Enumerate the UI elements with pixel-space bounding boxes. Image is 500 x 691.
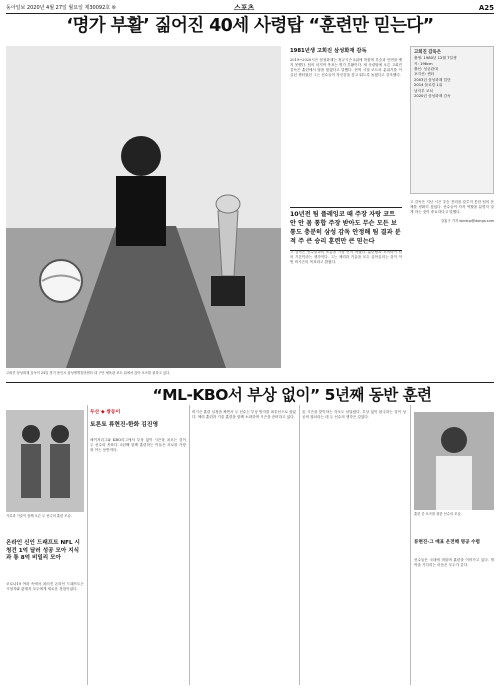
profile-line: 2020년 삼성화재 감독 bbox=[414, 93, 451, 98]
page-number: A25 bbox=[478, 4, 494, 12]
profile-line: 출신: 성균관대 bbox=[414, 67, 438, 72]
column-rule bbox=[410, 405, 411, 685]
section-divider bbox=[6, 382, 494, 383]
pull-quote: 10년전 팀 플레잉코 때 주장 자랑 코트 안 안 몸 통합 주장 받아도 무슨 모든 보통도 충분히 삼성 감독 안정해 팀 결과 분적 주 큰 승리 훈련만 큰 믿는다 bbox=[290, 207, 402, 251]
article-body-upper: 2019~2020시즌 삼성화재는 정규시즌 5위에 머물며 우승과 인연을 맺지 못했다. 팀의 마지막 목표는 명가 부활이다. 새 사령탑에 오른 고희진 감독은 훈련에서 답을 찾겠다고 말했다. 현역 시절 코트의 분위기를 이끌던 센터였던 그는 선수들이 자신감을 갖고 뛰도록 돕겠다고 강조했다. bbox=[290, 58, 402, 78]
profile-line: 남자부 코치 bbox=[414, 88, 433, 93]
byline: 강홍구 기자 windup@donga.com bbox=[440, 219, 494, 224]
center-right-column-body: 올 시즌을 맞이하는 각오도 남달랐다. 부상 없이 완주하는 것이 성공의 열쇠라는 데 두 선수의 생각은 같았다. bbox=[302, 410, 406, 420]
player-photo bbox=[414, 412, 494, 510]
player-photo-caption: 훈련 중 포즈를 취한 선수의 모습. bbox=[414, 512, 462, 516]
profile-box bbox=[410, 46, 494, 194]
mid-column-body: 메이저리그와 KBO리그에서 부상 없이 시즌을 치르는 것이 두 선수의 목표다. 5년째 함께 훈련하는 이들은 서로를 가장 잘 아는 동반자다. bbox=[90, 438, 186, 453]
article-body-right: 고 감독은 지난 시즌 우승 전력을 갖추지 못한 팀의 문제를 정확히 짚었다. 선수들이 각자 역할을 분명히 알게 하는 것이 중요하다고 말했다. 강홍구 기자 windup@donga.com bbox=[410, 200, 494, 224]
twin-photo bbox=[6, 410, 84, 512]
right-subhead: 류현진-그 매표 온전해 영공 수렴 bbox=[414, 540, 480, 545]
article-kicker: 1981년생 고희진 삼성화재 감독 bbox=[290, 48, 367, 54]
column-rule bbox=[87, 405, 88, 685]
player-photo-art bbox=[414, 412, 494, 510]
twin-photo-caption: 기록과 기술이 함께 오른 두 선수의 훈련 모습. bbox=[6, 514, 72, 518]
masthead-date: 동아일보 2020년 4월 27일 월요일 제30092호 ⑥ bbox=[6, 5, 117, 11]
main-headline: ‘명가 부활’ 짊어진 40세 사령탑 “훈련만 믿는다” bbox=[66, 16, 434, 36]
mid-subhead: 토론토 류현진-한화 김진영 bbox=[90, 422, 159, 428]
left-subhead: 온라인 신인 드래프트 NFL 시청건 1억 달러 성공 모아 지식과 통 8억 비밀리 모아 bbox=[6, 540, 80, 562]
second-headline: “ML-KBO서 부상 없이” 5년째 동반 훈련 bbox=[152, 386, 432, 404]
column-rule bbox=[299, 405, 300, 685]
profile-line: 키: 196cm bbox=[414, 61, 433, 66]
coach-photo bbox=[6, 46, 281, 368]
coach-photo-art bbox=[6, 46, 281, 368]
section-title: 스포츠 bbox=[234, 4, 255, 12]
profile-line: 2014 블로킹 1위 bbox=[414, 83, 443, 88]
profile-line: 2003년 삼성화재 입단 bbox=[414, 77, 451, 82]
photo-caption: 고희진 삼성화재 감독이 24일 경기 용인시 삼성생명휴먼센터 내 구단 체육관 코트 위에서 앉아 포즈를 취하고 있다. bbox=[6, 371, 171, 375]
profile-line: 포지션: 센터 bbox=[414, 72, 435, 77]
sub-label: 두산 ◆ 쌍둥이 bbox=[90, 410, 121, 415]
center-column-body: 비시즌 훈련 일정을 짜면서 두 선수는 부상 방지를 최우선으로 삼았다. 체력 훈련과 기술 훈련을 함께 소화하며 시즌을 준비하고 있다. bbox=[192, 410, 296, 420]
profile-name: 고희진 감독은 bbox=[414, 50, 441, 55]
twin-photo-art bbox=[6, 410, 84, 512]
left-column-body: 코로나19 여파 속에서 치러진 온라인 드래프트는 시청자와 관계자 모두에게 새로운 경험이었다. bbox=[6, 582, 84, 592]
column-rule bbox=[189, 405, 190, 685]
profile-text bbox=[414, 50, 492, 99]
right-column-body: 선수들은 국내에 머물며 훈련을 이어가고 있다. 개막을 기다리는 마음은 모두가 같다. bbox=[414, 558, 494, 568]
article-body-lower: 고 감독은 선수들과의 소통을 가장 먼저 꺼냈다. 훈련량과 조직력이 팀의 기본이라는 생각이다. 그는 체력과 기술을 모두 끌어올리는 것이 이번 비시즌의 목표라고 밝혔다. bbox=[290, 250, 402, 265]
masthead bbox=[6, 4, 494, 14]
profile-line: 출생: 1980년 12월 7일생 bbox=[414, 56, 457, 61]
